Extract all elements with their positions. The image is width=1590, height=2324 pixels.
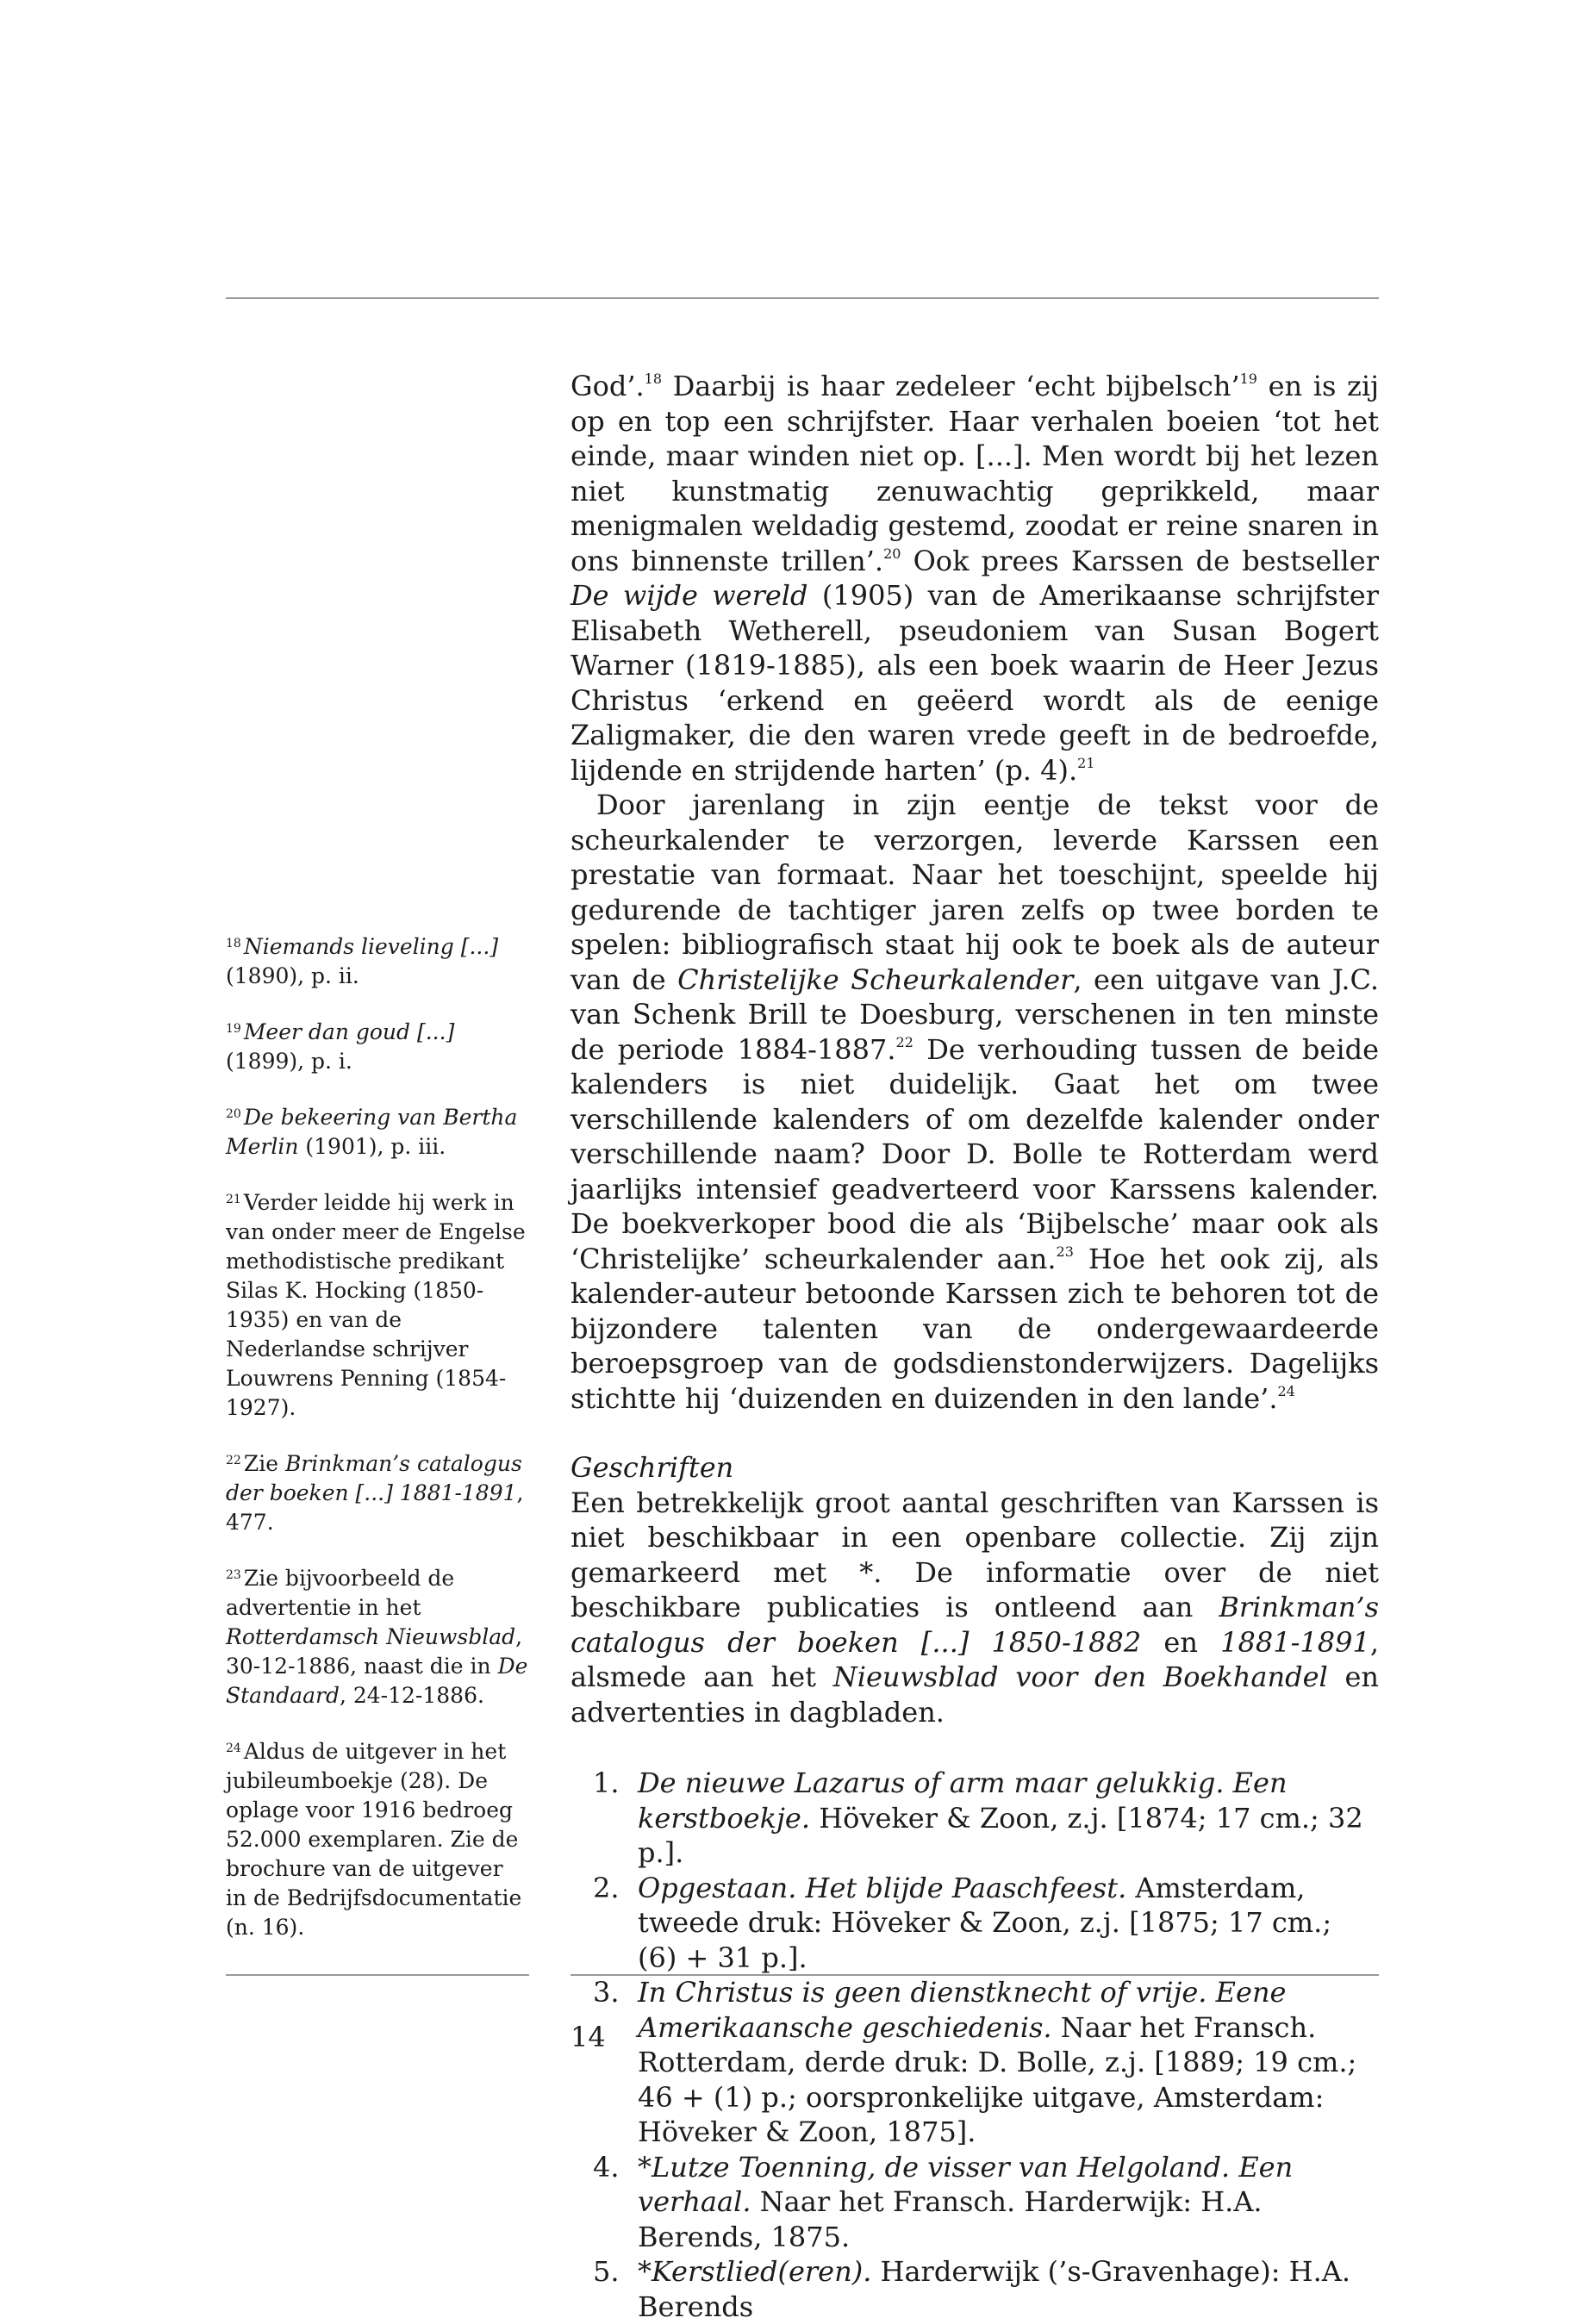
main-bottom-rule [571, 1974, 1379, 1976]
footnote-number: 18 [226, 937, 241, 950]
item-number: 5. [593, 2255, 620, 2288]
sidenotes-column [226, 929, 529, 1966]
unavailable-marker: * [638, 2255, 652, 2288]
footnote-20: $^{20}$ De bekeering van Bertha Merlin (1901), p. iii. [226, 1105, 518, 1159]
cited-title: De bekeering van Bertha Merlin [226, 1105, 518, 1159]
page-number: 14 [571, 2021, 606, 2053]
book-title: In Christus is geen dienstknecht of vrije. Eene Amerikaansche geschiedenis. [638, 1976, 1287, 2044]
footnote-number: 22 [226, 1454, 241, 1467]
item-number: 4. [593, 2150, 620, 2184]
footnote-number: 19 [226, 1022, 241, 1036]
bibliography-list [571, 1766, 1379, 2324]
top-rule [226, 297, 1379, 299]
footnote-23: $^{23}$ Zie bijvoorbeeld de advertentie in het Rotterdamsch Nieuwsblad, 30-12-1886, naast die in De Standaard, 24-12-1886. [226, 1566, 528, 1708]
bibliography-item: 1. De nieuwe Lazarus of arm maar gelukkig. Een kerstboekje. Höveker & Zoon, z.j. [1874; 17 cm.; 32 p.]. [593, 1766, 1363, 1869]
body-paragraph-1: God’.$^{18}$ Daarbij is haar zedeleer ‘echt bijbelsch’$^{19}$ en is zij op en top een schrijfster. Haar verhalen boeien ‘tot het einde, maar winden niet op. [...]. Men wordt bij het lezen niet kunstmatig zenuwachtig geprikkeld, maar menigmalen weldadig gestemd, zoodat er reine snaren in ons binnenste trillen’.$^{20}$ Ook prees Karssen de bestseller De wijde wereld (1905) van de Amerikaanse schrijfster Elisabeth Wetherell, pseudoniem van Susan Bogert Warner (1819-1885), als een boek waarin de Heer Jezus Christus ‘erkend en geëerd wordt als de eenige Zaligmaker, die den waren vrede geeft in de bedroefde, lijdende en strijdende harten’ (p. 4).$^{21}$ [571, 370, 1380, 787]
book-title: De wijde wereld [571, 579, 808, 612]
footnote-number: 23 [226, 1568, 241, 1582]
footnote-number: 24 [226, 1741, 241, 1755]
footnote-ref-24: 24 [1277, 1382, 1295, 1399]
footnote-number: 20 [226, 1107, 241, 1121]
sidenotes-bottom-rule [226, 1974, 529, 1976]
bibliography-item: 3. In Christus is geen dienstknecht of vrije. Eene Amerikaansche geschiedenis. Naar het Fransch. Rotterdam, derde druk: D. Bolle, z.j. [1889; 19 cm.; 46 + (1) p.; oorspronkelijke uitgave, Amsterdam: Höveker & Zoon, 1875]. [593, 1976, 1357, 2148]
footnote-22: $^{22}$ Zie Brinkman’s catalogus der boeken [...] 1881-1891, 477. [226, 1451, 524, 1535]
footnote-ref-20: 20 [883, 545, 901, 562]
book-title: Kerstlied(eren). [652, 2255, 872, 2288]
book-title: Christelijke Scheurkalender [677, 963, 1074, 996]
footnote-ref-22: 22 [895, 1033, 913, 1050]
footnote-ref-18: 18 [644, 371, 663, 387]
footnote-21: $^{21}$ Verder leidde hij werk in van onder meer de Engelse methodistische predikant Silas K. Hocking (1850-1935) en van de Nederlandse schrijver Louwrens Penning (1854-1927). [226, 1190, 526, 1420]
cited-title: De Standaard [226, 1654, 528, 1708]
book-title: Lutze Toenning, de visser van Helgoland. Een verhaal. [638, 2150, 1294, 2218]
section-heading: Geschriften [571, 1451, 734, 1484]
book-title: De nieuwe Lazarus of arm maar gelukkig. Een kerstboekje. [638, 1766, 1288, 1835]
book-title: 1881-1891 [1220, 1625, 1370, 1659]
footnote-number: 21 [226, 1193, 241, 1206]
cited-title: Niemands lieveling [...] [243, 934, 499, 959]
footnote-ref-21: 21 [1077, 754, 1095, 771]
body-paragraph-2: Door jarenlang in zijn eentje de tekst voor de scheurkalender te verzorgen, leverde Karssen een prestatie van formaat. Naar het toeschijnt, speelde hij gedurende de tachtiger jaren zelfs op twee borden te spelen: bibliografisch staat hij ook te boek als de auteur van de Christelijke Scheurkalender, een uitgave van J.C. van Schenk Brill te Doesburg, verschenen in ten minste de periode 1884-1887.22 De verhouding tussen de beide kalenders is niet duidelijk. Gaat het om twee verschillende kalenders of om dezelfde kalender onder verschillende naam? Door D. Bolle te Rotterdam werd jaarlijks intensief geadverteerd voor Karssens kalender. De boekverkoper bood die als ‘Bijbelsche’ maar ook als ‘Christelijke’ scheurkalender aan.$^{23}$ Hoe het ook zij, als kalender-auteur betoonde Karssen zich te behoren tot de bijzondere talenten van de ondergewaardeerde beroepsgroep van de godsdienstonderwijzers. Dagelijks stichtte hij ‘duizenden en duizenden in den lande’.$^{24}$ [571, 788, 1380, 1415]
footnote-18: $^{18}$ Niemands lieveling [...] (1890), p. ii. [226, 934, 499, 988]
cited-title: Brinkman’s catalogus der boeken [...] 1881-1891 [226, 1451, 522, 1505]
footnote-19: $^{19}$ Meer dan goud [...] (1899), p. i. [226, 1019, 455, 1074]
cited-title: Rotterdamsch Nieuwsblad [226, 1624, 516, 1649]
bibliography-item: 5. *Kerstlied(eren). Harderwijk (’s-Gravenhage): H.A. Berends [593, 2255, 1351, 2323]
footnote-ref-19: 19 [1239, 371, 1257, 387]
bibliography-item: 4. *Lutze Toenning, de visser van Helgoland. Een verhaal. Naar het Fransch. Harderwijk: H.A. Berends, 1875. [593, 2150, 1294, 2253]
footnote-ref-23: 23 [1056, 1243, 1074, 1260]
item-number: 3. [593, 1976, 620, 2009]
unavailable-marker: * [638, 2150, 652, 2184]
footnote-24: $^{24}$ Aldus de uitgever in het jubileumboekje (28). De oplage voor 1916 bedroeg 52.000 exemplaren. Zie de brochure van de uitgever in de Bedrijfsdocumentatie (n. 16). [226, 1739, 522, 1940]
body-paragraph-3: Een betrekkelijk groot aantal geschriften van Karssen is niet beschikbaar in een openbare collectie. Zij zijn gemarkeerd met *. De informatie over de niet beschikbare publicaties is ontleend aan Brinkman’s catalogus der boeken [...] 1850-1882 en 1881-1891, alsmede aan het Nieuwsblad voor den Boekhandel en advertenties in dagbladen. [571, 1486, 1380, 1729]
item-number: 2. [593, 1871, 620, 1904]
item-number: 1. [593, 1766, 620, 1799]
cited-title: Meer dan goud [...] [243, 1019, 455, 1044]
bibliography-item: 2. Opgestaan. Het blijde Paaschfeest. Amsterdam, tweede druk: Höveker & Zoon, z.j. [1875; 17 cm.; (6) + 31 p.]. [593, 1871, 1332, 1974]
book-title: Brinkman’s catalogus der boeken [...] 1850-1882 [571, 1591, 1379, 1659]
main-text-column [571, 369, 1379, 2324]
book-title: Nieuwsblad voor den Boekhandel [832, 1660, 1328, 1693]
book-title: Opgestaan. Het blijde Paaschfeest. [638, 1871, 1127, 1904]
